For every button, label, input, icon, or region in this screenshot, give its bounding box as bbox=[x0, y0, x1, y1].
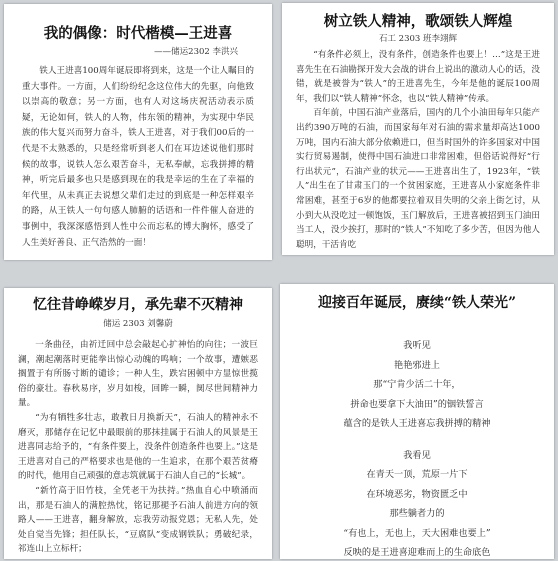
poem-line: 蕴含的是铁人王进喜忘我拼搏的精神 bbox=[343, 418, 491, 429]
document-page-4 bbox=[280, 284, 554, 559]
document-page-2 bbox=[282, 3, 554, 255]
poem-line: 在环境恶劣，物资匮乏中 bbox=[366, 488, 468, 500]
document-3-paragraph: “为有牺牲多壮志，敢教日月换新天”，石油人的精神永不磨灭，那储存在记忆中最眼前的那抹挂属于石油人的风景是王进喜同志给予的，“有条件要上，没条件创造条件也要上。”这是王进喜对自己的严格要求也是他的一生追求，在那个艰苦贫瘠的时代，他用自己顽强的意志筑就属于石油人自己的“长城”。 bbox=[18, 412, 258, 482]
document-page-1 bbox=[4, 4, 272, 260]
poem-line: 艳艳邪进上 bbox=[394, 359, 440, 371]
document-1-body bbox=[4, 58, 272, 251]
poem-line: 那些躺者力的 bbox=[389, 508, 445, 519]
document-4-title: 迎接百年诞辰，赓续“铁人荣光” bbox=[317, 295, 517, 311]
poem-line: “有也上，无也上，天大困难也要上” bbox=[343, 527, 491, 539]
document-1-byline: ——储运2302 李洪兴 bbox=[154, 47, 238, 57]
document-1-paragraph: 铁人王进喜100周年诞辰即将到来，这是一个让人瞩目的重大事件。一方面，人们纷纷纪念这位伟大的先驱，向他致以崇高的敬意；另一方面，也有人对这场庆祝活动表示质疑，无论如何，铁人的人物，伟东领的精神，为实现中华民族的伟大复兴而努力奋斗，铁人王进喜，对于我们00后的一代是不太熟悉的，只是经常听到老人们在耳边述说他们那时候的故事，说铁人怎么艰苦奋斗，无私奉献，忘我拼搏的精神，听完后最多也只是感到现在的我是幸运的生在了幸福的年代里，从未真正去说想父辈们走过的到底是一种怎样艰辛的路，从王铁人一句句感人肺腑的话语和一件件催人奋进的事例中，我深深感悟到人性中公而忘私的博大胸怀，感受了人生美好善良、正气浩然的一面！ bbox=[22, 66, 254, 248]
poem-stanza-1 bbox=[280, 336, 554, 434]
poem-stanza-2 bbox=[280, 446, 554, 560]
document-2-title: 树立铁人精神，歌颂铁人辉煌 bbox=[323, 13, 513, 30]
document-3-title: 忆往昔峥嵘岁月，承先辈不灭精神 bbox=[33, 297, 243, 313]
document-2-body bbox=[282, 45, 554, 252]
poem-line: 我听见 bbox=[403, 340, 431, 351]
poem-line: 拼命也要拿下大油田”的铟铁誓言 bbox=[350, 398, 484, 410]
document-3-byline: 储运 2303 刘馨蔚 bbox=[103, 319, 173, 329]
document-2-paragraph: 百年前，中国石油产业落后，国内的几个小油田每年只能产出约390万吨的石油，而国家每年对石油的需求量却高达1000万吨，国内石油大部分依赖进口，但当时国外的许多国家对中国实行贸易遏制，使得中国石油进口非常困难，但俗话说得好“行行出状元”，石油产业的状元——王进喜出生了，1923年，“铁人”出生在了甘肃玉门的一个贫困家庭，王进喜从小家庭条件非常困难，甚至于6岁的他都要拉着双目失明的父亲上街乞讨，从小到大从没吃过一顿饱饭，玉门解放后，王进喜被招到玉门油田当工人，没少挨打，那时的“铁人”不知吃了多少苦，但因为他人聪明，干活肯吃 bbox=[296, 108, 540, 250]
document-2-paragraph: “有条件必须上，没有条件，创造条件也要上！…”这是王进喜先生在石油勘探开发大会战的讲台上说出的激动人心的话，没错，就是被誉为“铁人”的王进喜先生，今年是他的诞辰100周年，我们以“铁人精神”怀念，也以“铁人精神”传承。 bbox=[296, 50, 540, 104]
document-3-paragraph: 一条曲径，由祈迁回中总会敲起心扩神怡的向往；一波巨澜，潮起潮落时更能拳出惊心动魄的鸣响；一个故事，遭嫉恶搁置于有所肠寸断的谴诊；一种人生，跌宕困顿中方显惊世揽俗的豪壮。春秋易序，岁月如梭，回眸一瞬，阒尽世间精神力量。 bbox=[18, 340, 258, 409]
poem-line: 在青天一顶，荒原一片下 bbox=[366, 469, 468, 480]
poem-line: 那“宁肯少活二十年， bbox=[373, 379, 461, 390]
document-2-byline: 石工 2303 班李翊辉 bbox=[378, 34, 458, 44]
document-4-poem bbox=[280, 312, 554, 559]
poem-line: 反映的是王进喜迎难而上的生命底色 bbox=[343, 547, 491, 558]
document-3-paragraph: “新竹高于旧竹枝，全凭老干为扶持。”热血自心中喷涌而出，那是石油人的满腔热忱，铭记那褪予石油人前进方向的领路人——王进喜，翻身解放，忘我劳动报党恩；无私人先，处处自觉当先锋；担任队长，“豆腐队”变成钢铁队；勇破纪录，祁连山上立标杆； bbox=[18, 485, 258, 555]
poem-line: 我看见 bbox=[403, 449, 431, 461]
document-3-body bbox=[4, 330, 272, 557]
document-page-3 bbox=[4, 288, 272, 559]
document-1-title: 我的偶像：时代楷模—王进喜 bbox=[43, 25, 233, 42]
